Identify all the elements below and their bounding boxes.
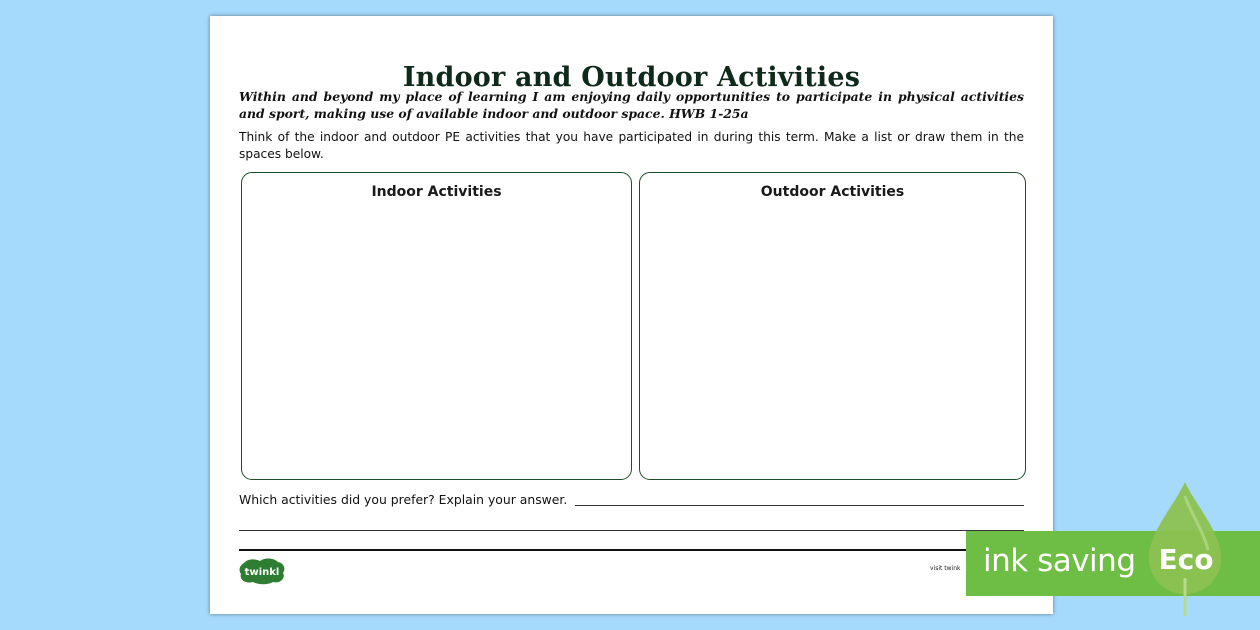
eco-label: Eco [1158,543,1214,576]
answer-line-1[interactable] [575,505,1024,506]
answer-line-2[interactable] [239,530,1024,531]
outdoor-activities-box[interactable] [639,172,1026,480]
learning-outcome: Within and beyond my place of learning I am enjoying daily opportunities to participate in physical activities and sport, making use of available indoor and outdoor space. HWB 1-25a [239,89,1024,121]
visit-link-text: visit twink [930,565,961,572]
preference-question: Which activities did you prefer? Explain your answer. [239,492,568,507]
outdoor-activities-heading: Outdoor Activities [760,184,905,200]
indoor-activities-heading: Indoor Activities [371,184,502,200]
worksheet-page [210,16,1053,614]
worksheet-title: Indoor and Outdoor Activities [402,62,861,93]
twinkl-logo [238,557,286,585]
indoor-activities-box[interactable] [241,172,632,480]
footer-divider [239,549,1024,551]
instructions: Think of the indoor and outdoor PE activities that you have participated in during this term. Make a list or draw them in the spaces below. [239,130,1024,161]
twinkl-logo-text: twinkl [244,567,280,578]
ink-saving-text: ink saving [983,543,1136,579]
